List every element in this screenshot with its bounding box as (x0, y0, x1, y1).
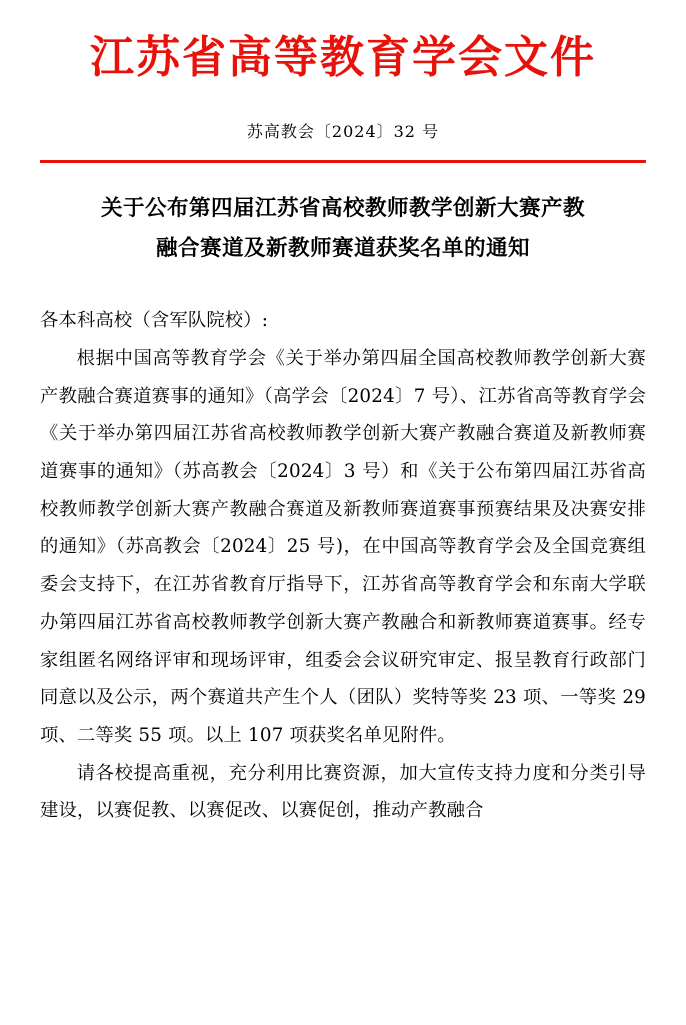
document-body (40, 302, 646, 830)
salutation: 各本科高校（含军队院校）: (40, 310, 269, 332)
body-paragraph-1: 根据中国高等教育学会《关于举办第四届全国高校教师教学创新大赛产教融合赛道赛事的通知》（高学会〔2024〕7 号）、江苏省高等教育学会《关于举办第四届江苏省高校教师教学创新大赛产教融合赛道及新教师赛道赛事的通知》（苏高教会〔2024〕3 号）和《关于公布第四届江苏省高校教师教学创新大赛产教融合赛道及新教师赛道赛事预赛结果及决赛安排的通知》（苏高教会〔2024〕25 号)，在中国高等教育学会及全国竞赛组委会支持下，在江苏省教育厅指导下，江苏省高等教育学会和东南大学联办第四届江苏省高校教师教学创新大赛产教融合和新教师赛道赛事。经专家组匿名网络评审和现场评审，组委会会议研究审定、报呈教育行政部门同意以及公示，两个赛道共产生个人（团队）奖特等奖 23 项、一等奖 29 项、二等奖 55 项。以上 107 项获奖名单见附件。 (40, 348, 646, 746)
red-divider-rule (40, 160, 646, 163)
document-title (54, 189, 632, 269)
document-number: 苏高教会〔2024〕32 号 (246, 121, 440, 141)
document-header-title: 江苏省高等教育学会文件 (90, 32, 596, 83)
document-title-line-2: 融合赛道及新教师赛道获奖名单的通知 (155, 235, 530, 261)
document-title-line-1: 关于公布第四届江苏省高校教师教学创新大赛产教 (100, 195, 585, 221)
body-paragraph-2: 请各校提高重视，充分利用比赛资源，加大宣传支持力度和分类引导建设，以赛促教、以赛促改、以赛促创，推动产教融合 (40, 762, 646, 822)
